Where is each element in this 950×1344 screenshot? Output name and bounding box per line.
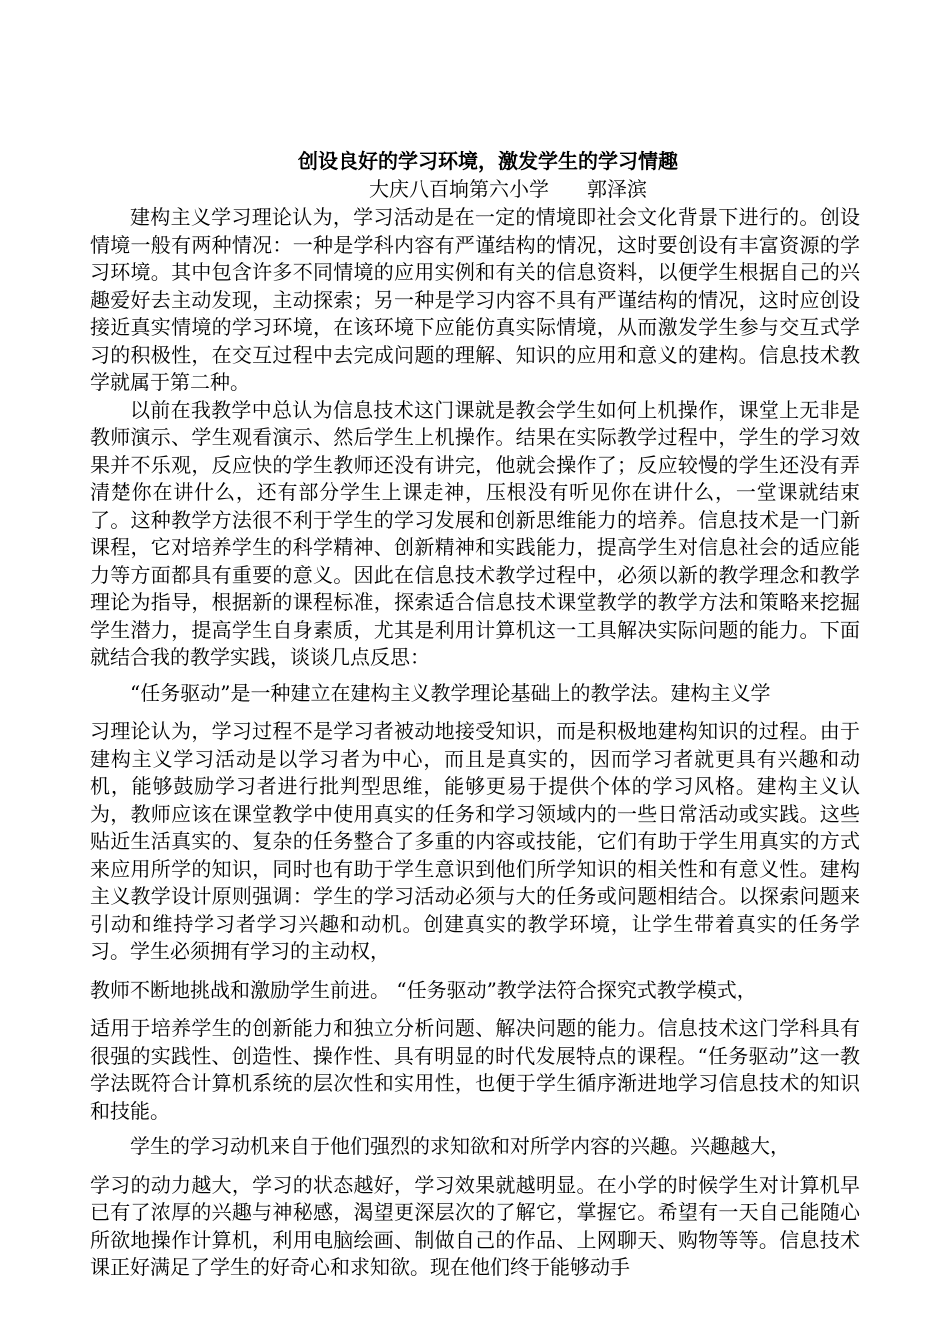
document-title: 创设良好的学习环境，激发学生的学习情趣 xyxy=(298,149,678,173)
paragraph-intro: 建构主义学习理论认为，学习活动是在一定的情境即社会文化背景下进行的。创设情境一般有两种情况：一种是学科内容有严谨结构的情况，这时要创设有丰富资源的学习环境。其中包含许多不同情境的应用实例和有关的信息资料，以便学生根据自己的兴趣爱好去主动发现，主动探索；另一种是学习内容不具有严谨结构的情况，这时应创设接近真实情境的学习环境，在该环境下应能仿真实际情境，从而激发学生参与交互式学习的积极性，在交互过程中去完成问题的理解、知识的应用和意义的建构。信息技术教学就属于第二种。 xyxy=(90,205,860,394)
paragraph-reflection: 以前在我教学中总认为信息技术这门课就是教会学生如何上机操作，课堂上无非是教师演示、学生观看演示、然后学生上机操作。结果在实际教学过程中，学生的学习效果并不乐观，反应快的学生教师还没有讲完，他就会操作了；反应较慢的学生还没有弄清楚你在讲什么，还有部分学生上课走神，压根没有听见你在讲什么，一堂课就结束了。这种教学方法很不利于学生的学习发展和创新思维能力的培养。信息技术是一门新课程，它对培养学生的科学精神、创新精神和实践能力，提高学生对信息社会的适应能力等方面都具有重要的意义。因此在信息技术教学过程中，必须以新的教学理念和教学理论为指导，根据新的课程标准，探索适合信息技术课堂教学的教学方法和策略来挖掘学生潜力，提高学生自身素质，尤其是利用计算机这一工具解决实际问题的能力。下面就结合我的教学实践，谈谈几点反思： xyxy=(90,397,860,669)
section-motivation-first-line: 学生的学习动机来自于他们强烈的求知欲和对所学内容的兴趣。兴趣越大， xyxy=(130,1134,790,1158)
section-task-driven xyxy=(90,680,860,1126)
section-task-driven-body: 习理论认为，学习过程不是学习者被动地接受知识，而是积极地建构知识的过程。由于建构主义学习活动是以学习者为中心，而且是真实的，因而学习者就更具有兴趣和动机，能够鼓励学习者进行批判型思维，能够更易于提供个体的学习风格。建构主义认为，教师应该在课堂教学中使用真实的任务和学习领域内的一些日常活动或实践。这些贴近生活真实的、复杂的任务整合了多重的内容或技能，它们有助于学生用真实的方式来应用所学的知识，同时也有助于学生意识到他们所学知识的相关性和有意义性。建构主义教学设计原则强调：学生的学习活动必须与大的任务或问题相结合。以探索问题来引动和维持学习者学习兴趣和动机。创建真实的教学环境，让学生带着真实的任务学习。学生必须拥有学习的主动权， xyxy=(90,719,860,963)
byline xyxy=(90,176,860,202)
section-motivation-body: 学习的动力越大，学习的状态越好，学习效果就越明显。在小学的时候学生对计算机早已有了浓厚的兴趣与神秘感，渴望更深层次的了解它，掌握它。希望有一天自己能随心所欲地操作计算机，利用电脑绘画、制做自己的作品、上网聊天、购物等等。信息技术课正好满足了学生的好奇心和求知欲。现在他们终于能够动手 xyxy=(90,1172,860,1279)
author-name: 郭泽滨 xyxy=(587,177,647,201)
school-name: 大庆八百垧第六小学 xyxy=(369,177,549,201)
section-task-driven-first-line: “任务驱动”是一种建立在建构主义教学理论基础上的教学法。建构主义学 xyxy=(130,680,771,705)
section-task-driven-rest: 适用于培养学生的创新能力和独立分析问题、解决问题的能力。信息技术这门学科具有很强的实践性、创造性、操作性、具有明显的时代发展特点的课程。“任务驱动”这一教学法既符合计算机系统的层次性和实用性，也便于学生循序渐进地学习信息技术的知识和技能。 xyxy=(90,1016,860,1123)
section-motivation xyxy=(90,1133,860,1282)
document-page xyxy=(90,146,860,1282)
section-task-driven-wide-line: 教师不断地挑战和激励学生前进。 “任务驱动”教学法符合探究式教学模式， xyxy=(90,977,757,1002)
